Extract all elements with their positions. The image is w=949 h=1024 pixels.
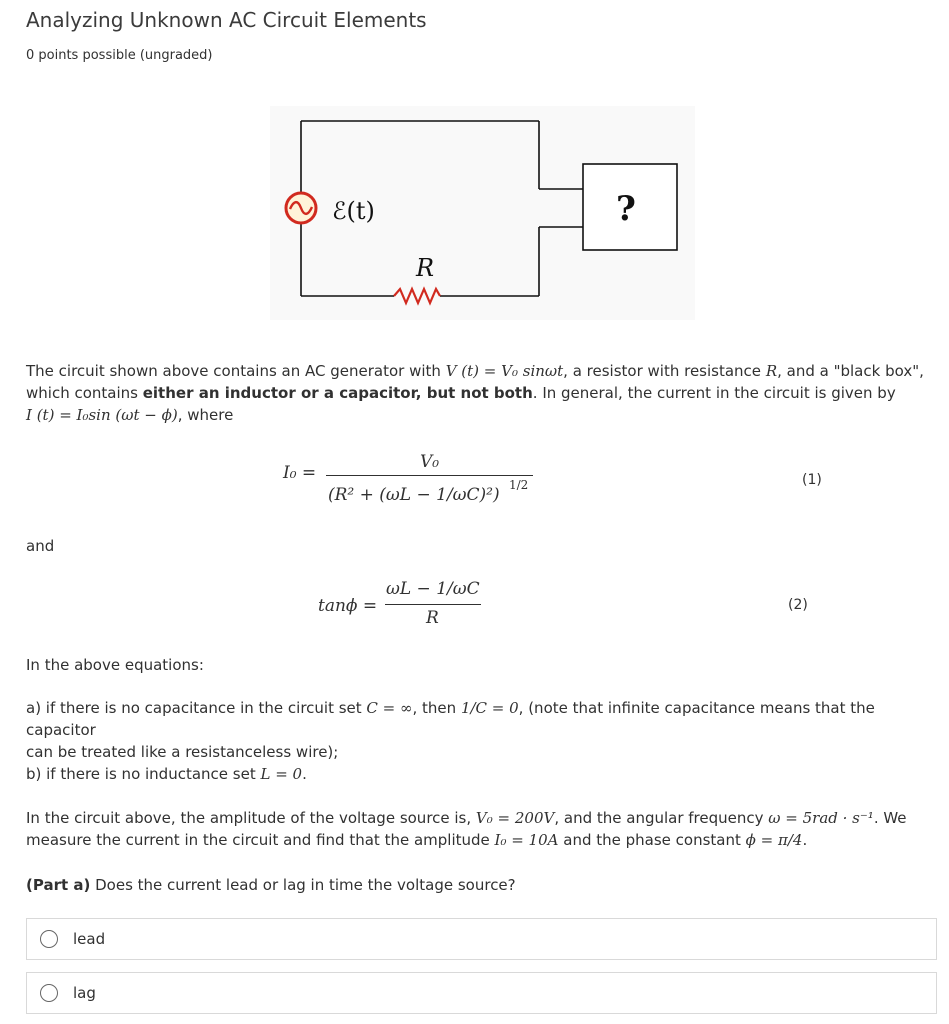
option-lead[interactable] bbox=[26, 918, 937, 960]
eq1-number: (1) bbox=[802, 472, 822, 488]
intro-paragraph: The circuit shown above contains an AC generator with V (t) = V₀ sinωt, a resistor with resistance R, and a "black box", which contains either an inductor or a capacitor, but not both. In general, the current in the circuit is given by I (t) = I₀sin (ωt − ϕ), where bbox=[26, 362, 924, 424]
eq1-lhs: I₀ = bbox=[283, 463, 317, 483]
eq2-lhs: tanϕ = bbox=[318, 596, 378, 616]
ac-source-icon bbox=[286, 193, 316, 223]
radio-button[interactable] bbox=[40, 930, 58, 948]
eq2-denominator: R bbox=[426, 608, 439, 628]
circuit-diagram bbox=[270, 106, 695, 320]
eq2-number: (2) bbox=[788, 597, 808, 613]
source-label: ℰ(t) bbox=[332, 197, 375, 225]
page-title: Analyzing Unknown AC Circuit Elements bbox=[26, 8, 427, 32]
box-label: ? bbox=[616, 189, 636, 229]
points-possible: 0 points possible (ungraded) bbox=[26, 48, 213, 63]
eq1-fraction-line bbox=[326, 475, 533, 476]
radio-button[interactable] bbox=[40, 984, 58, 1002]
eq1-denominator: (R² + (ωL − 1/ωC)²) bbox=[328, 485, 500, 505]
eq1-exponent: 1/2 bbox=[509, 478, 529, 492]
resistor-label: R bbox=[416, 254, 435, 282]
question-text: (Part a) Does the current lead or lag in time the voltage source? bbox=[26, 876, 516, 894]
note-b: b) if there is no inductance set L = 0. bbox=[26, 765, 307, 783]
given-paragraph: In the circuit above, the amplitude of the voltage source is, V₀ = 200V, and the angular frequency ω = 5rad · s⁻¹. We measure the current in the circuit and find that the amplitude I₀ = 10A and the phase constant ϕ = π/4. bbox=[26, 809, 907, 849]
option-lag[interactable] bbox=[26, 972, 937, 1014]
eq2-numerator: ωL − 1/ωC bbox=[386, 579, 480, 599]
option-label: lead bbox=[73, 930, 106, 948]
and-text: and bbox=[26, 537, 55, 555]
option-label: lag bbox=[73, 984, 96, 1002]
notes-heading: In the above equations: bbox=[26, 656, 204, 674]
circuit-svg bbox=[270, 106, 695, 320]
eq1-numerator: V₀ bbox=[420, 452, 440, 472]
resistor-icon bbox=[394, 289, 440, 303]
note-a: a) if there is no capacitance in the circuit set C = ∞, then 1/C = 0, (note that infinite capacitance means that the capacitor can be treated like a resistanceless wire); bbox=[26, 699, 875, 761]
eq2-fraction-line bbox=[385, 604, 481, 605]
